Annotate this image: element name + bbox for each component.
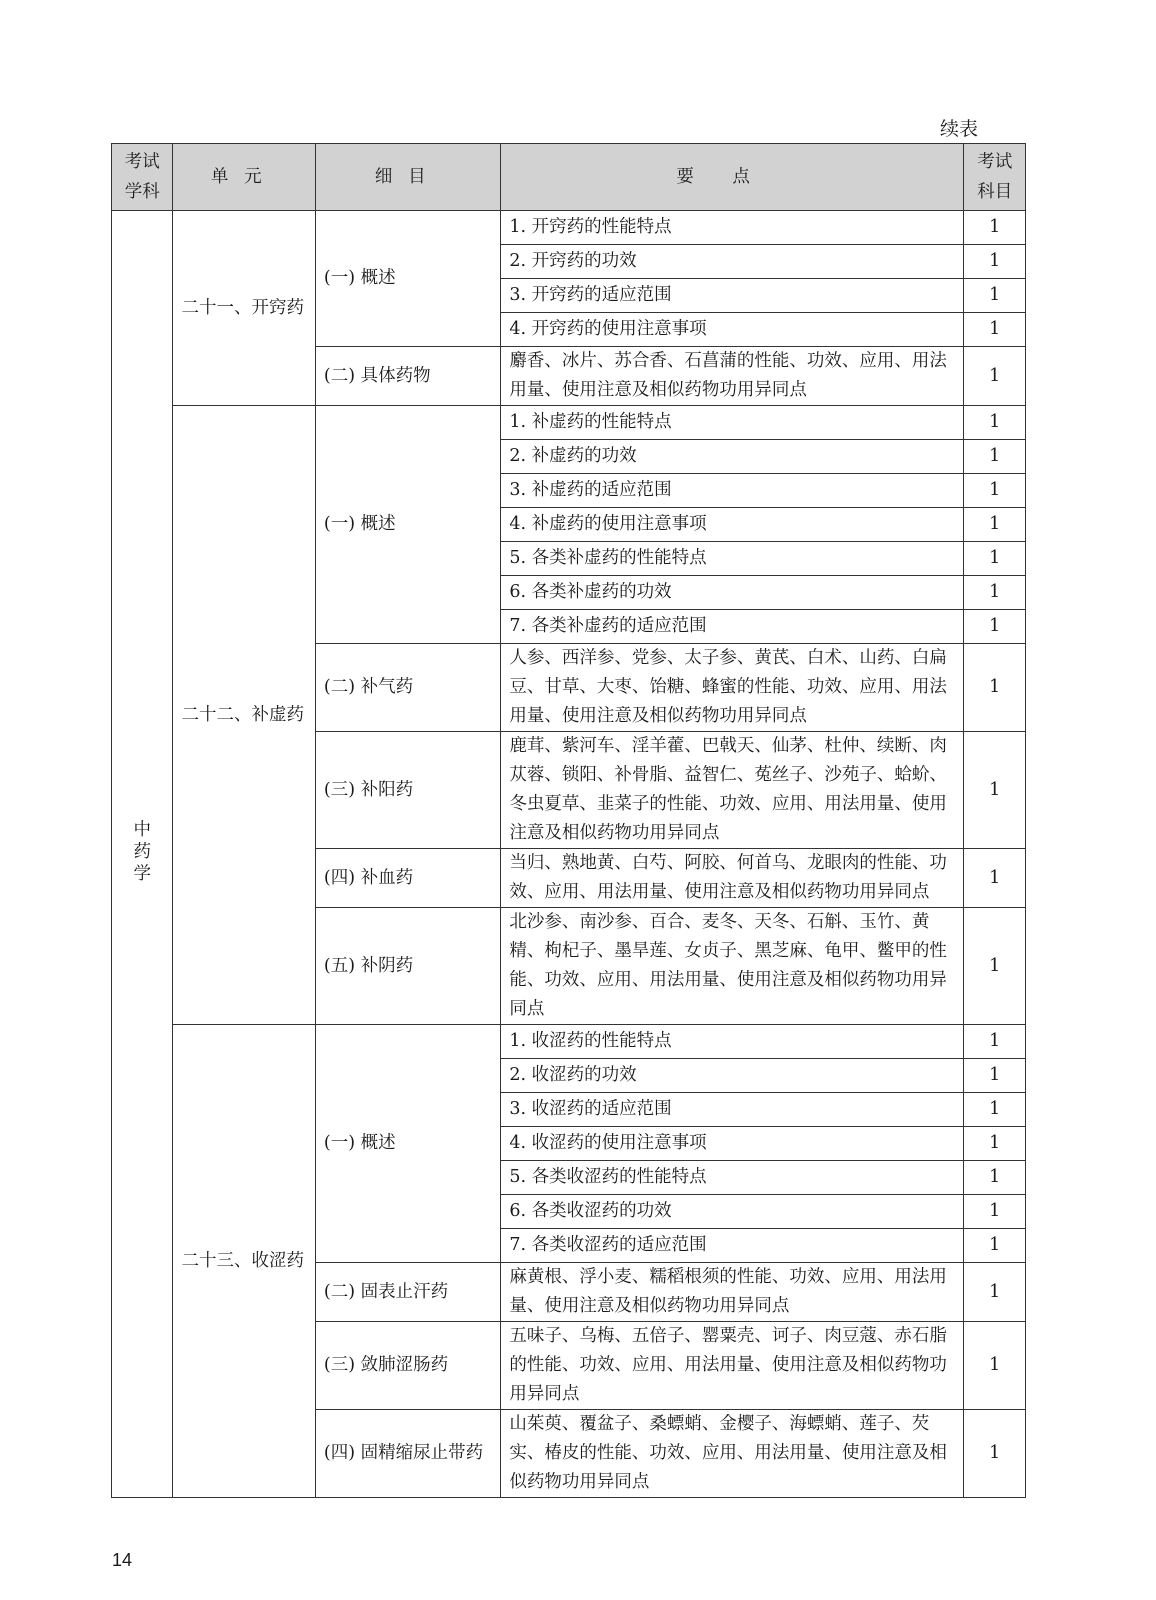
point-cell: 山茱萸、覆盆子、桑螵蛸、金樱子、海螵蛸、莲子、芡实、椿皮的性能、功效、应用、用法用量、使用注意及相似药物功用异同点	[501, 1410, 964, 1498]
exam-cell: 1	[964, 732, 1026, 849]
detail-cell: (一) 概述	[315, 406, 500, 644]
exam-cell: 1	[964, 542, 1026, 576]
table-row	[112, 211, 1026, 245]
point-cell: 1. 收涩药的性能特点	[501, 1025, 964, 1059]
point-cell: 4. 收涩药的使用注意事项	[501, 1127, 964, 1161]
exam-cell: 1	[964, 279, 1026, 313]
point-cell: 3. 收涩药的适应范围	[501, 1093, 964, 1127]
point-cell: 五味子、乌梅、五倍子、罂粟壳、诃子、肉豆蔻、赤石脂的性能、功效、应用、用法用量、使用注意及相似药物功用异同点	[501, 1322, 964, 1410]
point-cell: 麝香、冰片、苏合香、石菖蒲的性能、功效、应用、用法用量、使用注意及相似药物功用异同点	[501, 347, 964, 406]
point-cell: 5. 各类收涩药的性能特点	[501, 1161, 964, 1195]
point-cell: 6. 各类收涩药的功效	[501, 1195, 964, 1229]
table-row	[112, 406, 1026, 440]
detail-cell: (二) 补气药	[315, 644, 500, 732]
point-cell: 7. 各类补虚药的适应范围	[501, 610, 964, 644]
detail-cell: (三) 敛肺涩肠药	[315, 1322, 500, 1410]
point-cell: 麻黄根、浮小麦、糯稻根须的性能、功效、应用、用法用量、使用注意及相似药物功用异同点	[501, 1263, 964, 1322]
unit-cell: 二十一、开窍药	[173, 211, 315, 406]
detail-cell: (二) 固表止汗药	[315, 1263, 500, 1322]
exam-cell: 1	[964, 508, 1026, 542]
header-points: 要点	[501, 144, 964, 211]
point-cell: 1. 补虚药的性能特点	[501, 406, 964, 440]
exam-cell: 1	[964, 440, 1026, 474]
point-cell: 当归、熟地黄、白芍、阿胶、何首乌、龙眼肉的性能、功效、应用、用法用量、使用注意及相似药物功用异同点	[501, 849, 964, 908]
exam-cell: 1	[964, 406, 1026, 440]
exam-cell: 1	[964, 1322, 1026, 1410]
table-row	[112, 1025, 1026, 1059]
exam-cell: 1	[964, 1127, 1026, 1161]
exam-cell: 1	[964, 1161, 1026, 1195]
unit-cell: 二十二、补虚药	[173, 406, 315, 1025]
exam-cell: 1	[964, 1059, 1026, 1093]
exam-cell: 1	[964, 908, 1026, 1025]
exam-cell: 1	[964, 1229, 1026, 1263]
exam-cell: 1	[964, 644, 1026, 732]
point-cell: 4. 补虚药的使用注意事项	[501, 508, 964, 542]
point-cell: 北沙参、南沙参、百合、麦冬、天冬、石斛、玉竹、黄精、枸杞子、墨旱莲、女贞子、黑芝麻、龟甲、鳖甲的性能、功效、应用、用法用量、使用注意及相似药物功用异同点	[501, 908, 964, 1025]
point-cell: 3. 开窍药的适应范围	[501, 279, 964, 313]
exam-cell: 1	[964, 1025, 1026, 1059]
exam-cell: 1	[964, 849, 1026, 908]
subject-cell: 中药学	[112, 211, 173, 1498]
point-cell: 鹿茸、紫河车、淫羊藿、巴戟天、仙茅、杜仲、续断、肉苁蓉、锁阳、补骨脂、益智仁、菟丝子、沙苑子、蛤蚧、冬虫夏草、韭菜子的性能、功效、应用、用法用量、使用注意及相似药物功用异同点	[501, 732, 964, 849]
exam-cell: 1	[964, 347, 1026, 406]
point-cell: 1. 开窍药的性能特点	[501, 211, 964, 245]
detail-cell: (四) 固精缩尿止带药	[315, 1410, 500, 1498]
exam-cell: 1	[964, 1093, 1026, 1127]
exam-cell: 1	[964, 313, 1026, 347]
detail-cell: (三) 补阳药	[315, 732, 500, 849]
exam-cell: 1	[964, 211, 1026, 245]
header-exam: 考试 科目	[964, 144, 1026, 211]
header-detail: 细目	[315, 144, 500, 211]
syllabus-table	[111, 143, 1026, 1498]
exam-cell: 1	[964, 1410, 1026, 1498]
exam-cell: 1	[964, 610, 1026, 644]
point-cell: 2. 补虚药的功效	[501, 440, 964, 474]
header-unit: 单元	[173, 144, 315, 211]
exam-cell: 1	[964, 1263, 1026, 1322]
continued-label: 续表	[940, 118, 979, 140]
point-cell: 4. 开窍药的使用注意事项	[501, 313, 964, 347]
exam-cell: 1	[964, 245, 1026, 279]
point-cell: 5. 各类补虚药的性能特点	[501, 542, 964, 576]
detail-cell: (五) 补阴药	[315, 908, 500, 1025]
point-cell: 7. 各类收涩药的适应范围	[501, 1229, 964, 1263]
table-header-row	[112, 144, 1026, 211]
point-cell: 2. 收涩药的功效	[501, 1059, 964, 1093]
point-cell: 6. 各类补虚药的功效	[501, 576, 964, 610]
detail-cell: (一) 概述	[315, 211, 500, 347]
detail-cell: (一) 概述	[315, 1025, 500, 1263]
exam-cell: 1	[964, 1195, 1026, 1229]
point-cell: 人参、西洋参、党参、太子参、黄芪、白术、山药、白扁豆、甘草、大枣、饴糖、蜂蜜的性能、功效、应用、用法用量、使用注意及相似药物功用异同点	[501, 644, 964, 732]
header-subject: 考试 学科	[112, 144, 173, 211]
unit-cell: 二十三、收涩药	[173, 1025, 315, 1498]
detail-cell: (四) 补血药	[315, 849, 500, 908]
detail-cell: (二) 具体药物	[315, 347, 500, 406]
point-cell: 2. 开窍药的功效	[501, 245, 964, 279]
page-number: 14	[112, 1550, 133, 1570]
exam-cell: 1	[964, 474, 1026, 508]
point-cell: 3. 补虚药的适应范围	[501, 474, 964, 508]
exam-cell: 1	[964, 576, 1026, 610]
